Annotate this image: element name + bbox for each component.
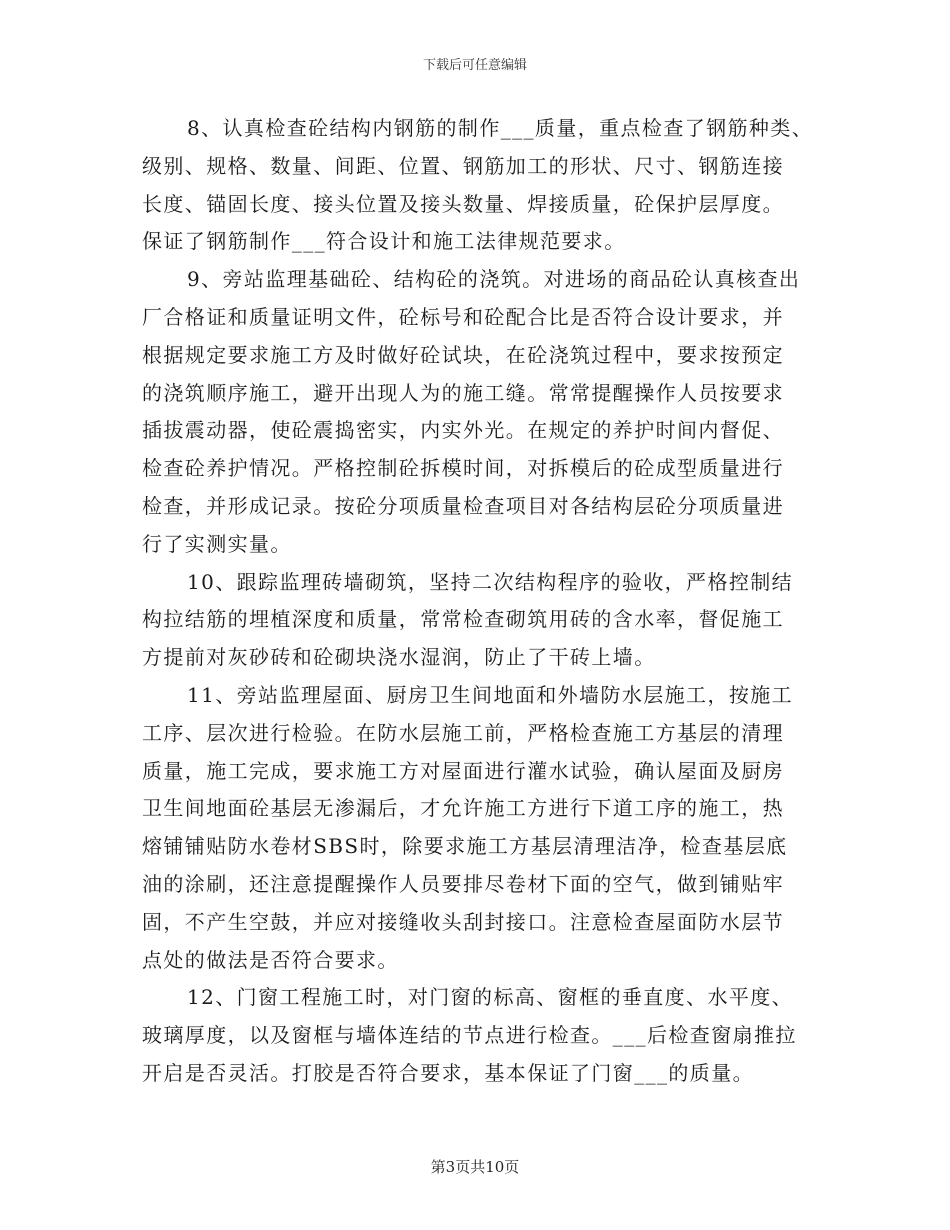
text-line: 8、认真检查砼结构内钢筋的制作___质量，重点检查了钢筋种类、 [187,116,814,140]
text-line: 厂合格证和质量证明文件，砼标号和砼配合比是否符合设计要求，并 [142,304,784,329]
text-line: 9、旁站监理基础砼、结构砼的浇筑。对进场的商品砼认真核查出 [187,267,801,292]
paragraph-item-11 [142,677,814,979]
text-line: 油的涂刷，还注意提醒操作人员要排尽卷材下面的空气，做到铺贴牢 [142,871,784,896]
text-line: 检查，并形成记录。按砼分项质量检查项目对各结构层砼分项质量进 [142,493,784,518]
text-line: 级别、规格、数量、间距、位置、钢筋加工的形状、尺寸、钢筋连接 [142,153,784,178]
text-line: 10、跟踪监理砖墙砌筑，坚持二次结构程序的验收，严格控制结 [187,569,794,594]
text-line: 根据规定要求施工方及时做好砼试块，在砼浇筑过程中，要求按预定 [142,342,784,367]
text-line: 方提前对灰砂砖和砼砌块浇水湿润，防止了干砖上墙。 [142,645,656,670]
paragraph-item-8 [142,110,814,261]
text-line: 的浇筑顺序施工，避开出现人为的施工缝。常常提醒操作人员按要求 [142,380,784,405]
text-line: 行了实测实量。 [142,531,292,556]
text-line: 质量，施工完成，要求施工方对屋面进行灌水试验，确认屋面及厨房 [142,758,784,783]
paragraph-item-9 [142,261,814,563]
text-line: 固，不产生空鼓，并应对接缝收头刮封接口。注意检查屋面防水层节 [142,909,784,934]
text-line: 开启是否灵活。打胶是否符合要求，基本保证了门窗___的质量。 [142,1060,754,1085]
text-line: 工序、层次进行检验。在防水层施工前，严格检查施工方基层的清理 [142,720,784,745]
page-footer: 第3页共10页 [430,1158,520,1176]
text-line: 插拔震动器，使砼震捣密实，内实外光。在规定的养护时间内督促、 [142,418,784,443]
document-body [142,110,814,1093]
text-line: 11、旁站监理屋面、厨房卫生间地面和外墙防水层施工，按施工 [187,682,794,707]
text-line: 玻璃厚度，以及窗框与墙体连结的节点进行检查。___后检查窗扇推拉 [142,1023,797,1048]
text-line: 构拉结筋的埋植深度和质量，常常检查砌筑用砖的含水率，督促施工 [142,607,784,632]
page-header: 下载后可任意编辑 [422,58,527,73]
paragraph-item-10 [142,564,814,677]
text-line: 长度、锚固长度、接头位置及接头数量、焊接质量，砼保护层厚度。 [142,191,784,216]
text-line: 检查砼养护情况。严格控制砼拆模时间，对拆模后的砼成型质量进行 [142,456,784,481]
text-line: 点处的做法是否符合要求。 [142,947,399,972]
text-line: 卫生间地面砼基层无渗漏后，才允许施工方进行下道工序的施工，热 [142,796,784,821]
paragraph-item-12 [142,979,814,1092]
text-line: 熔铺铺贴防水卷材SBS时，除要求施工方基层清理洁净，检查基层底 [142,834,788,859]
text-line: 12、门窗工程施工时，对门窗的标高、窗框的垂直度、水平度、 [187,985,794,1010]
text-line: 保证了钢筋制作___符合设计和施工法律规范要求。 [142,229,626,254]
